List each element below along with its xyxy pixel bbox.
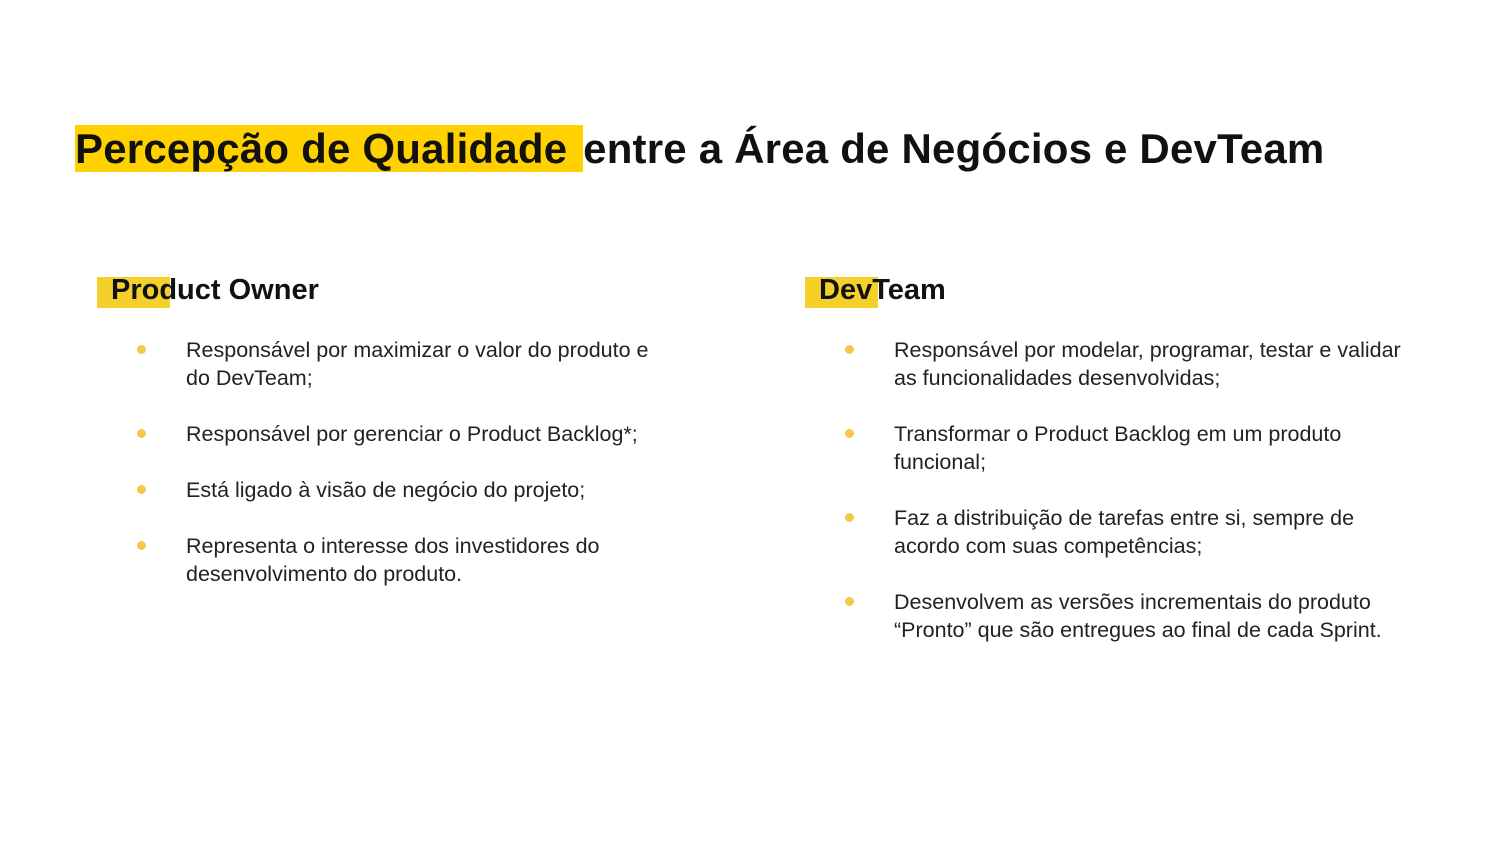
- product-owner-bullet-list: [97, 336, 677, 588]
- list-item-text: Transformar o Product Backlog em um produto funcional;: [894, 422, 1342, 474]
- list-item-text: Está ligado à visão de negócio do projeto;: [186, 478, 586, 502]
- list-item: [97, 336, 677, 392]
- bullet-dot-icon: [137, 429, 146, 438]
- list-item-text: Representa o interesse dos investidores do desenvolvimento do produto.: [186, 534, 600, 586]
- devteam-heading-text: DevTeam: [819, 274, 946, 306]
- product-owner-heading-text: Product Owner: [111, 274, 319, 306]
- list-item-text: Faz a distribuição de tarefas entre si, sempre de acordo com suas competências;: [894, 506, 1355, 558]
- list-item: [805, 420, 1405, 476]
- bullet-dot-icon: [845, 429, 854, 438]
- list-item: [805, 588, 1405, 644]
- list-item: [97, 532, 677, 588]
- devteam-heading: [805, 272, 1405, 308]
- title-highlight: Percepção de Qualidade: [75, 125, 583, 172]
- list-item-text: Responsável por gerenciar o Product Backlog*;: [186, 422, 638, 446]
- list-item: [805, 336, 1405, 392]
- list-item-text: Responsável por maximizar o valor do produto e do DevTeam;: [186, 338, 649, 390]
- bullet-dot-icon: [845, 513, 854, 522]
- list-item-text: Responsável por modelar, programar, testar e validar as funcionalidades desenvolvidas;: [894, 338, 1401, 390]
- devteam-column: [805, 272, 1405, 672]
- slide-title: [75, 120, 1375, 178]
- title-rest: entre a Área de Negócios e DevTeam: [583, 125, 1325, 172]
- bullet-dot-icon: [137, 541, 146, 550]
- bullet-dot-icon: [137, 345, 146, 354]
- bullet-dot-icon: [137, 485, 146, 494]
- list-item: [97, 476, 677, 504]
- bullet-dot-icon: [845, 597, 854, 606]
- list-item-text: Desenvolvem as versões incrementais do produto “Pronto” que são entregues ao final de cada Sprint.: [894, 590, 1382, 642]
- bullet-dot-icon: [845, 345, 854, 354]
- list-item: [805, 504, 1405, 560]
- devteam-bullet-list: [805, 336, 1405, 644]
- product-owner-column: [97, 272, 677, 616]
- list-item: [97, 420, 677, 448]
- product-owner-heading: [97, 272, 677, 308]
